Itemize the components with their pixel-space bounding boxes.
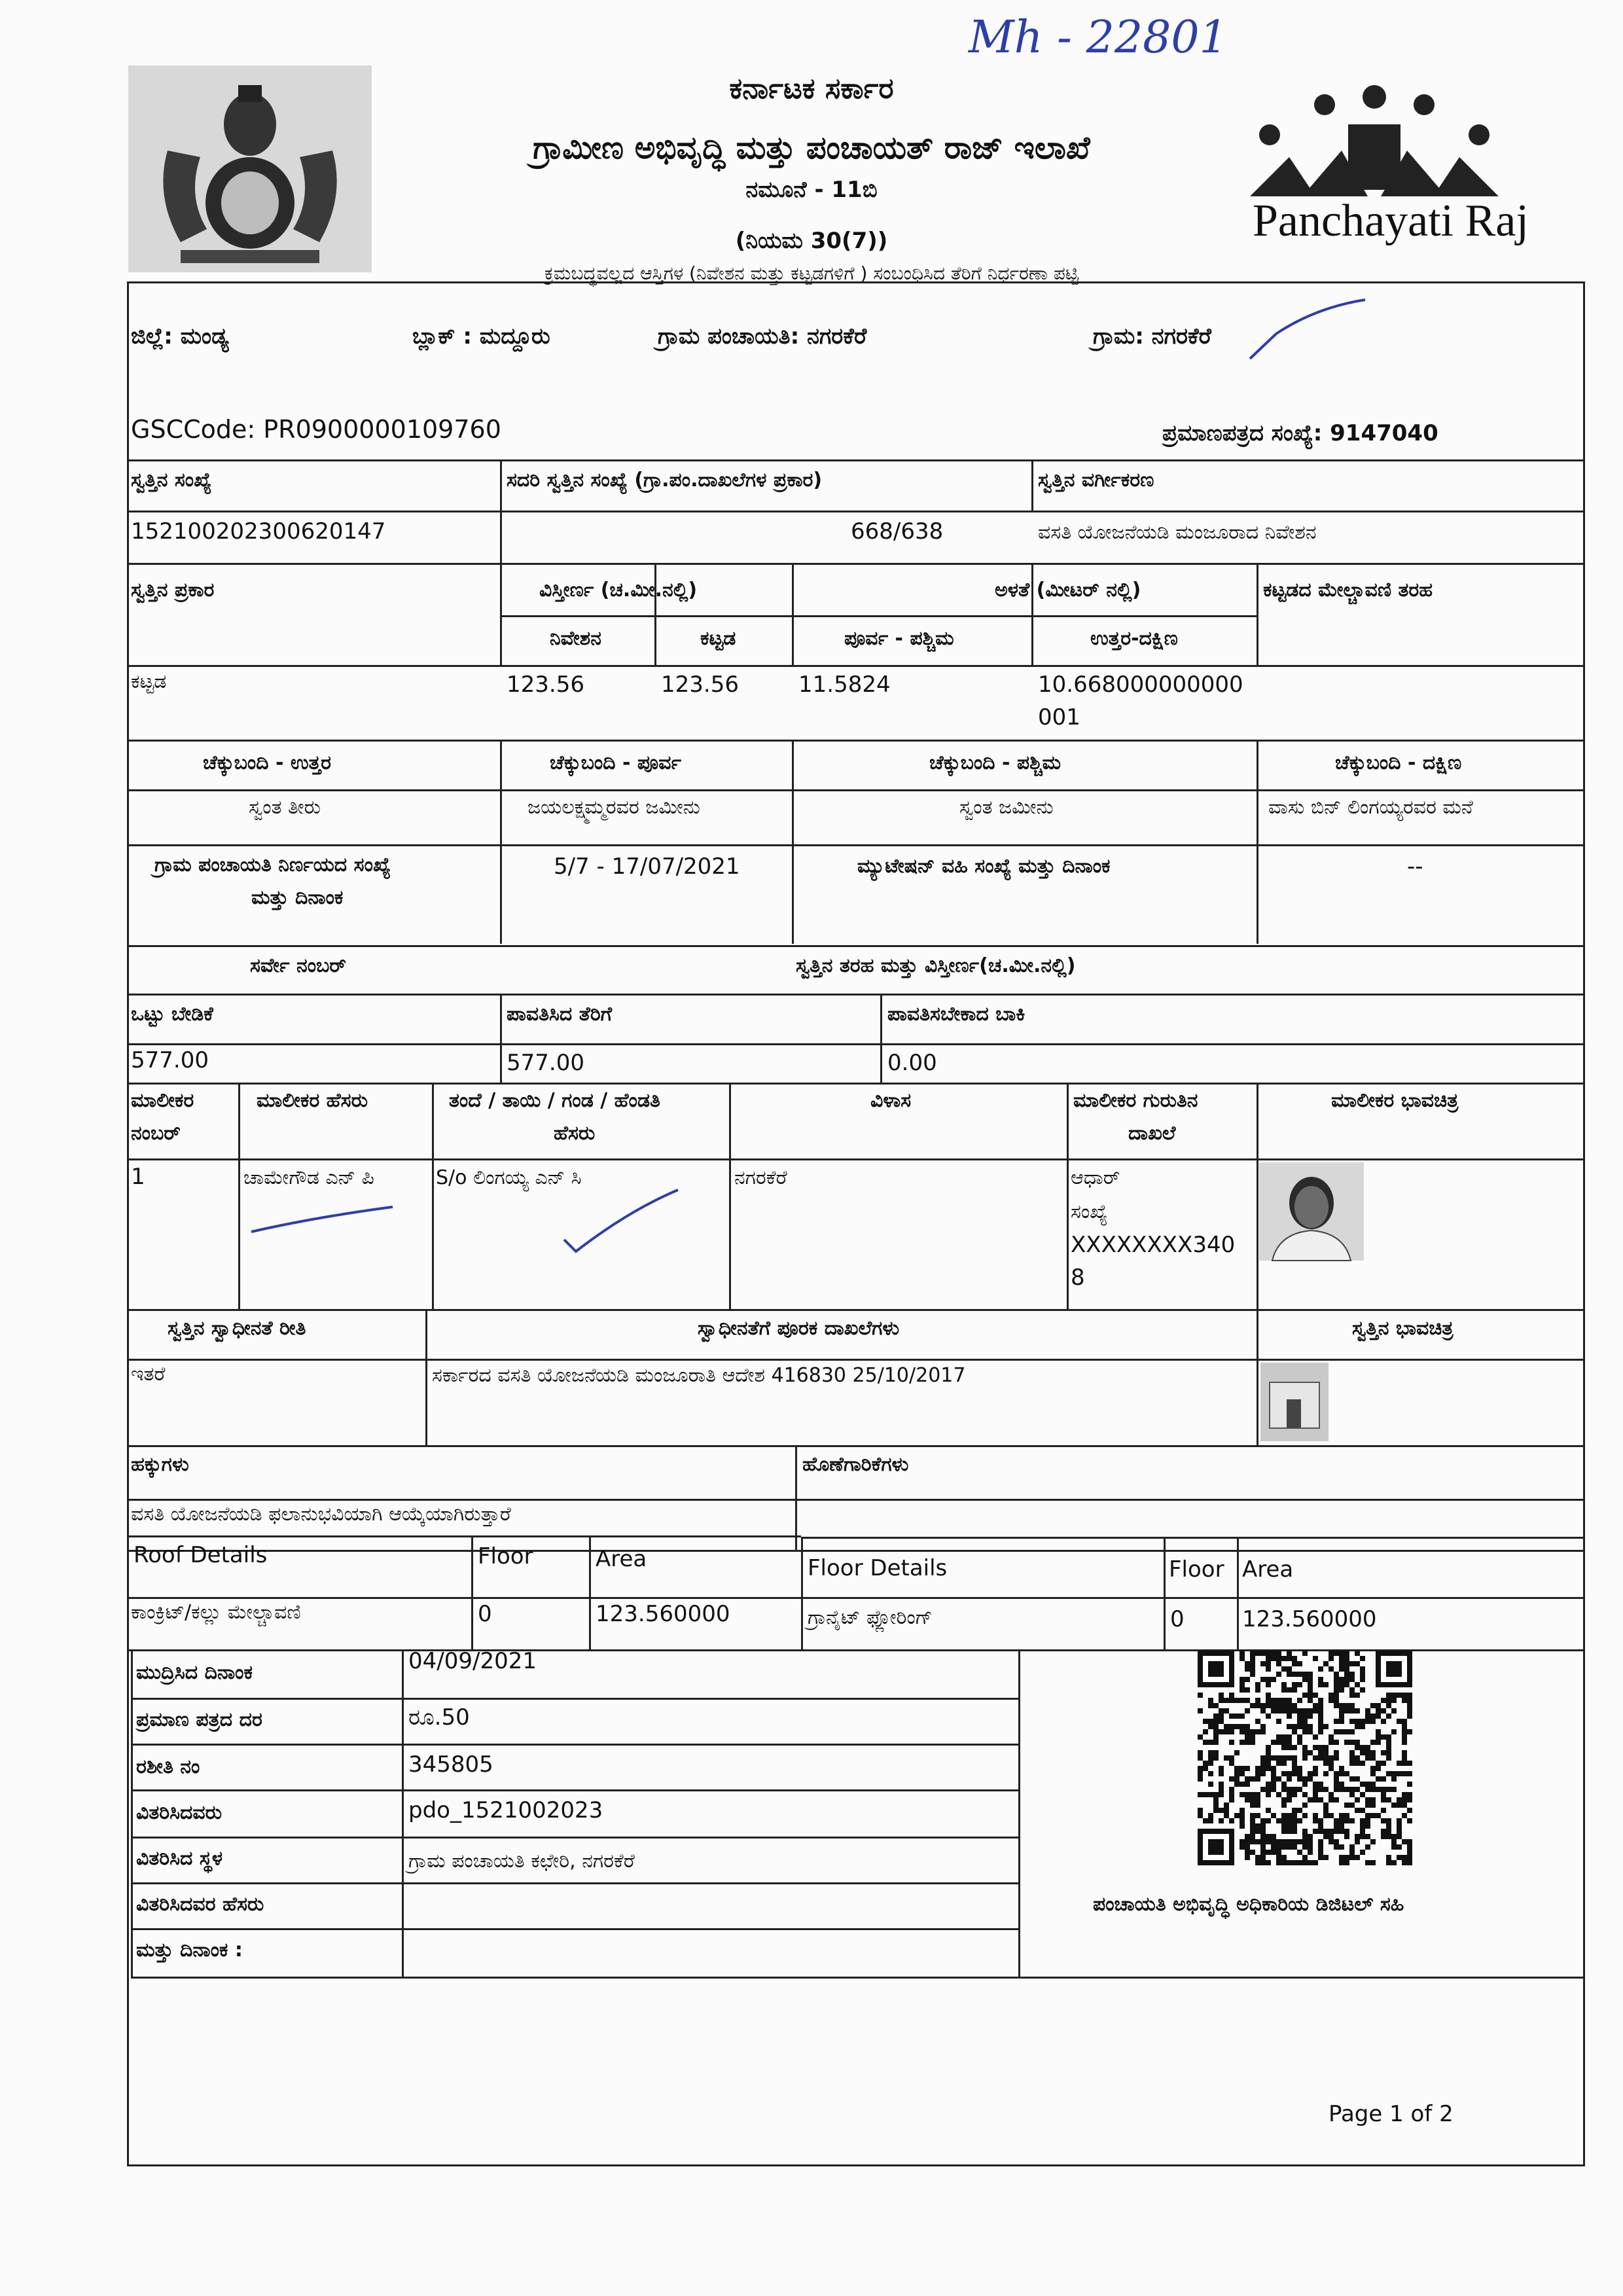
issue-place: ಗ್ರಾಮ ಪಂಚಾಯತಿ ಕಛೇರಿ, ನಗರಕೆರೆ xyxy=(408,1850,635,1873)
survey-number-label: ಸರ್ವೇ ನಂಬರ್ xyxy=(250,954,346,977)
roof-area: 123.560000 xyxy=(596,1601,730,1627)
building-area-value: 123.56 xyxy=(661,672,739,698)
owner-relation: S/o ಲಿಂಗಯ್ಯ ಎನ್ ಸಿ xyxy=(436,1166,582,1189)
issue-place-label: ವಿತರಿಸಿದ ಸ್ಥಳ xyxy=(136,1847,223,1870)
ownership-mode-label: ಸ್ವತ್ತಿನ ಸ್ವಾಧೀನತೆ ರೀತಿ xyxy=(168,1317,306,1340)
roof-area-label: Area xyxy=(596,1546,647,1572)
property-type-label: ಸ್ವತ್ತಿನ ಪ್ರಕಾರ xyxy=(131,579,215,601)
roof-floor: 0 xyxy=(478,1601,492,1627)
govt-title: ಕರ್ನಾಟಕ ಸರ್ಕಾರ xyxy=(729,72,894,105)
resolution-value: 5/7 - 17/07/2021 xyxy=(554,853,740,880)
total-demand-label: ಒಟ್ಟು ಬೇಡಿಕೆ xyxy=(131,1003,213,1026)
issuer-label: ವಿತರಿಸಿದವರು xyxy=(136,1801,223,1824)
issuer: pdo_1521002023 xyxy=(408,1797,603,1823)
block: ಬ್ಲಾಕ್ : ಮದ್ದೂರು xyxy=(412,323,550,350)
address-label: ವಿಳಾಸ xyxy=(870,1089,912,1112)
ownership-docs: ಸರ್ಕಾರದ ವಸತಿ ಯೋಜನೆಯಡಿ ಮಂಜೂರಾತಿ ಆದೇಶ 416830 25/10/2017 xyxy=(432,1364,966,1387)
form-subtitle: ಕ್ರಮಬದ್ಧವಲ್ಲದ ಆಸ್ತಿಗಳ (ನಿವೇಶನ ಮತ್ತು ಕಟ್ಟಡಗಳಿಗೆ ) ಸಂಬಂಧಿಸಿದ ತೆರಿಗೆ ನಿರ್ಧರಣಾ ಪಟ್ಟಿ xyxy=(544,262,1079,284)
building-label: ಕಟ್ಟಡ xyxy=(700,627,736,650)
floor-floor-label: Floor xyxy=(1169,1556,1224,1583)
owner-number-label-cont: ನಂಬರ್ xyxy=(131,1122,181,1145)
owner-name: ಚಾಮೇಗೌಡ ಎನ್ ಪಿ xyxy=(243,1166,374,1189)
property-photo-label: ಸ್ವತ್ತಿನ ಭಾವಚಿತ್ರ xyxy=(1352,1317,1454,1340)
owner-photo-label: ಮಾಲೀಕರ ಭಾವಚಿತ್ರ xyxy=(1331,1089,1459,1112)
north-boundary: ಸ್ವಂತ ತೀರು xyxy=(249,796,321,819)
measurement-label: ಅಳತೆ (ಮೀಟರ್ ನಲ್ಲಿ) xyxy=(995,579,1141,601)
owner-number-label: ಮಾಲೀಕರ xyxy=(131,1089,194,1112)
south-boundary: ವಾಸು ಬಿನ್ ಲಿಂಗಯ್ಯರವರ ಮನೆ xyxy=(1268,796,1473,819)
fee-label: ಪ್ರಮಾಣ ಪತ್ರದ ದರ xyxy=(136,1708,262,1731)
tax-paid-label: ಪಾವತಿಸಿದ ತೆರಿಗೆ xyxy=(507,1003,613,1026)
tax-paid-value: 577.00 xyxy=(507,1050,584,1076)
ownership-mode: ಇತರೆ xyxy=(131,1363,166,1386)
relation-label-cont: ಹೆಸರು xyxy=(554,1122,596,1145)
id-proof-number: XXXXXXXX340 xyxy=(1071,1232,1236,1258)
property-id-value: 152100202300620147 xyxy=(131,518,386,545)
east-west-value: 11.5824 xyxy=(798,672,891,698)
resolution-label-cont: ಮತ್ತು ದಿನಾಂಕ xyxy=(251,886,344,909)
village: ಗ್ರಾಮ: ನಗರಕೆರೆ xyxy=(1093,323,1211,350)
east-boundary-label: ಚೆಕ್ಕುಬಂದಿ - ಪೂರ್ವ xyxy=(550,751,682,774)
owner-number: 1 xyxy=(131,1164,145,1190)
owner-address: ನಗರಕೆರೆ xyxy=(734,1166,787,1189)
receipt-label: ರಶೀತಿ ನಂ xyxy=(136,1755,200,1778)
id-proof-type-cont: ಸಂಖ್ಯೆ xyxy=(1071,1200,1108,1223)
digital-signature-label: ಪಂಚಾಯತಿ ಅಭಿವೃದ್ಧಿ ಅಧಿಕಾರಿಯ ಡಿಜಿಟಲ್ ಸಹಿ xyxy=(1093,1893,1404,1916)
total-demand-value: 577.00 xyxy=(131,1047,209,1073)
gp-number-label: ಸದರಿ ಸ್ವತ್ತಿನ ಸಂಖ್ಯೆ (ಗ್ರಾ.ಪಂ.ದಾಖಲೆಗಳ ಪ್ರಕಾರ) xyxy=(507,469,823,492)
floor-area-label: Area xyxy=(1242,1556,1294,1583)
roof-details-header: Roof Details xyxy=(134,1542,268,1568)
type-area-label: ಸ್ವತ್ತಿನ ತರಹ ಮತ್ತು ವಿಸ್ತೀರ್ಣ(ಚ.ಮೀ.ನಲ್ಲಿ) xyxy=(796,954,1076,977)
west-boundary: ಸ್ವಂತ ಜಮೀನು xyxy=(959,796,1054,819)
form-number: ನಮೂನೆ - 11ಬಿ xyxy=(745,177,878,203)
roof-type: ಕಾಂಕ್ರಿಟ್/ಕಲ್ಲು ಮೇಲ್ಚಾವಣಿ xyxy=(131,1601,301,1624)
receipt-number: 345805 xyxy=(408,1751,493,1778)
mutation-label: ಮ್ಯುಟೇಷನ್ ವಹಿ ಸಂಖ್ಯೆ ಮತ್ತು ದಿನಾಂಕ xyxy=(857,855,1111,878)
resolution-label: ಗ್ರಾಮ ಪಂಚಾಯತಿ ನಿರ್ಣಯದ ಸಂಖ್ಯೆ xyxy=(154,853,391,876)
handwritten-reference: Mh - 22801 xyxy=(969,12,1228,63)
classification-label: ಸ್ವತ್ತಿನ ವರ್ಗೀಕರಣ xyxy=(1038,469,1154,492)
liabilities-label: ಹೊಣೆಗಾರಿಕೆಗಳು xyxy=(802,1453,909,1476)
rights-value: ವಸತಿ ಯೋಜನೆಯಡಿ ಫಲಾನುಭವಿಯಾಗಿ ಆಯ್ಕೆಯಾಗಿರುತ್ತಾರೆ xyxy=(131,1503,511,1526)
area-label: ವಿಸ್ತೀರ್ಣ (ಚ.ಮೀ.ನಲ್ಲಿ) xyxy=(539,579,698,601)
north-south-value: 10.668000000000 xyxy=(1038,672,1243,698)
balance-label: ಪಾವತಿಸಬೇಕಾದ ಬಾಕಿ xyxy=(887,1003,1026,1026)
relation-label: ತಂದೆ / ತಾಯಿ / ಗಂಡ / ಹೆಂಡತಿ xyxy=(449,1089,660,1112)
roof-floor-label: Floor xyxy=(478,1543,533,1570)
floor-area: 123.560000 xyxy=(1242,1606,1377,1632)
roof-type-label: ಕಟ್ಟಡದ ಮೇಲ್ಚಾವಣಿ ತರಹ xyxy=(1263,579,1433,601)
printed-date-label: ಮುದ್ರಿಸಿದ ದಿನಾಂಕ xyxy=(136,1661,253,1684)
issuer-name-label: ವಿತರಿಸಿದವರ ಹೆಸರು xyxy=(136,1893,264,1916)
property-id-label: ಸ್ವತ್ತಿನ ಸಂಖ್ಯೆ xyxy=(131,469,212,492)
department-title: ಗ್ರಾಮೀಣ ಅಭಿವೃದ್ಧಿ ಮತ್ತು ಪಂಚಾಯತ್ ರಾಜ್ ಇಲಾಖೆ xyxy=(533,130,1090,166)
site-area-value: 123.56 xyxy=(507,672,584,698)
id-proof-type: ಆಧಾರ್ xyxy=(1071,1166,1120,1189)
west-boundary-label: ಚೆಕ್ಕುಬಂದಿ - ಪಶ್ಚಿಮ xyxy=(929,751,1061,774)
property-type-value: ಕಟ್ಟಡ xyxy=(131,670,167,693)
gsc-code: GSCCode: PR0900000109760 xyxy=(131,415,501,444)
north-south-label: ಉತ್ತರ-ದಕ್ಷಿಣ xyxy=(1090,627,1178,650)
fee: ರೂ.50 xyxy=(408,1704,470,1731)
certificate-number: ಪ್ರಮಾಣಪತ್ರದ ಸಂಖ್ಯೆ: 9147040 xyxy=(1162,420,1438,446)
site-label: ನಿವೇಶನ xyxy=(550,627,601,650)
printed-date: 04/09/2021 xyxy=(408,1648,537,1674)
ownership-docs-label: ಸ್ವಾಧೀನತೆಗೆ ಪೂರಕ ದಾಖಲೆಗಳು xyxy=(698,1317,900,1340)
floor-type: ಗ್ರಾನೈಟ್ ಫ್ಲೋರಿಂಗ್ xyxy=(808,1606,933,1629)
classification-value: ವಸತಿ ಯೋಜನೆಯಡಿ ಮಂಜೂರಾದ ನಿವೇಶನ xyxy=(1038,521,1317,544)
floor-details-header: Floor Details xyxy=(808,1555,948,1581)
gp-number-value: 668/638 xyxy=(851,518,944,545)
owner-name-label: ಮಾಲೀಕರ ಹೆಸರು xyxy=(257,1089,368,1112)
page-number: Page 1 of 2 xyxy=(1329,2101,1454,2127)
id-proof-label: ಮಾಲೀಕರ ಗುರುತಿನ xyxy=(1073,1089,1198,1112)
north-boundary-label: ಚೆಕ್ಕುಬಂದಿ - ಉತ್ತರ xyxy=(203,751,331,774)
east-boundary: ಜಯಲಕ್ಷ್ಮಮ್ಮರವರ ಜಮೀನು xyxy=(527,796,700,819)
rule-number: (ನಿಯಮ 30(7)) xyxy=(735,228,888,254)
mutation-value: -- xyxy=(1407,853,1423,880)
id-proof-label-cont: ದಾಖಲೆ xyxy=(1128,1122,1176,1145)
id-proof-number-cont: 8 xyxy=(1071,1265,1085,1291)
balance-value: 0.00 xyxy=(887,1050,937,1076)
issue-date-label: ಮತ್ತು ದಿನಾಂಕ : xyxy=(136,1939,243,1962)
north-south-value-cont: 001 xyxy=(1038,704,1080,730)
east-west-label: ಪೂರ್ವ - ಪಶ್ಚಿಮ xyxy=(844,627,954,650)
rights-label: ಹಕ್ಕುಗಳು xyxy=(131,1453,189,1476)
floor-floor: 0 xyxy=(1170,1606,1185,1632)
south-boundary-label: ಚೆಕ್ಕುಬಂದಿ - ದಕ್ಷಿಣ xyxy=(1335,751,1462,774)
logo-text: Panchayati Raj xyxy=(1253,196,1529,246)
district: ಜಿಲ್ಲೆ: ಮಂಡ್ಯ xyxy=(131,323,229,350)
gram-panchayat: ಗ್ರಾಮ ಪಂಚಾಯತಿ: ನಗರಕೆರೆ xyxy=(658,323,867,350)
